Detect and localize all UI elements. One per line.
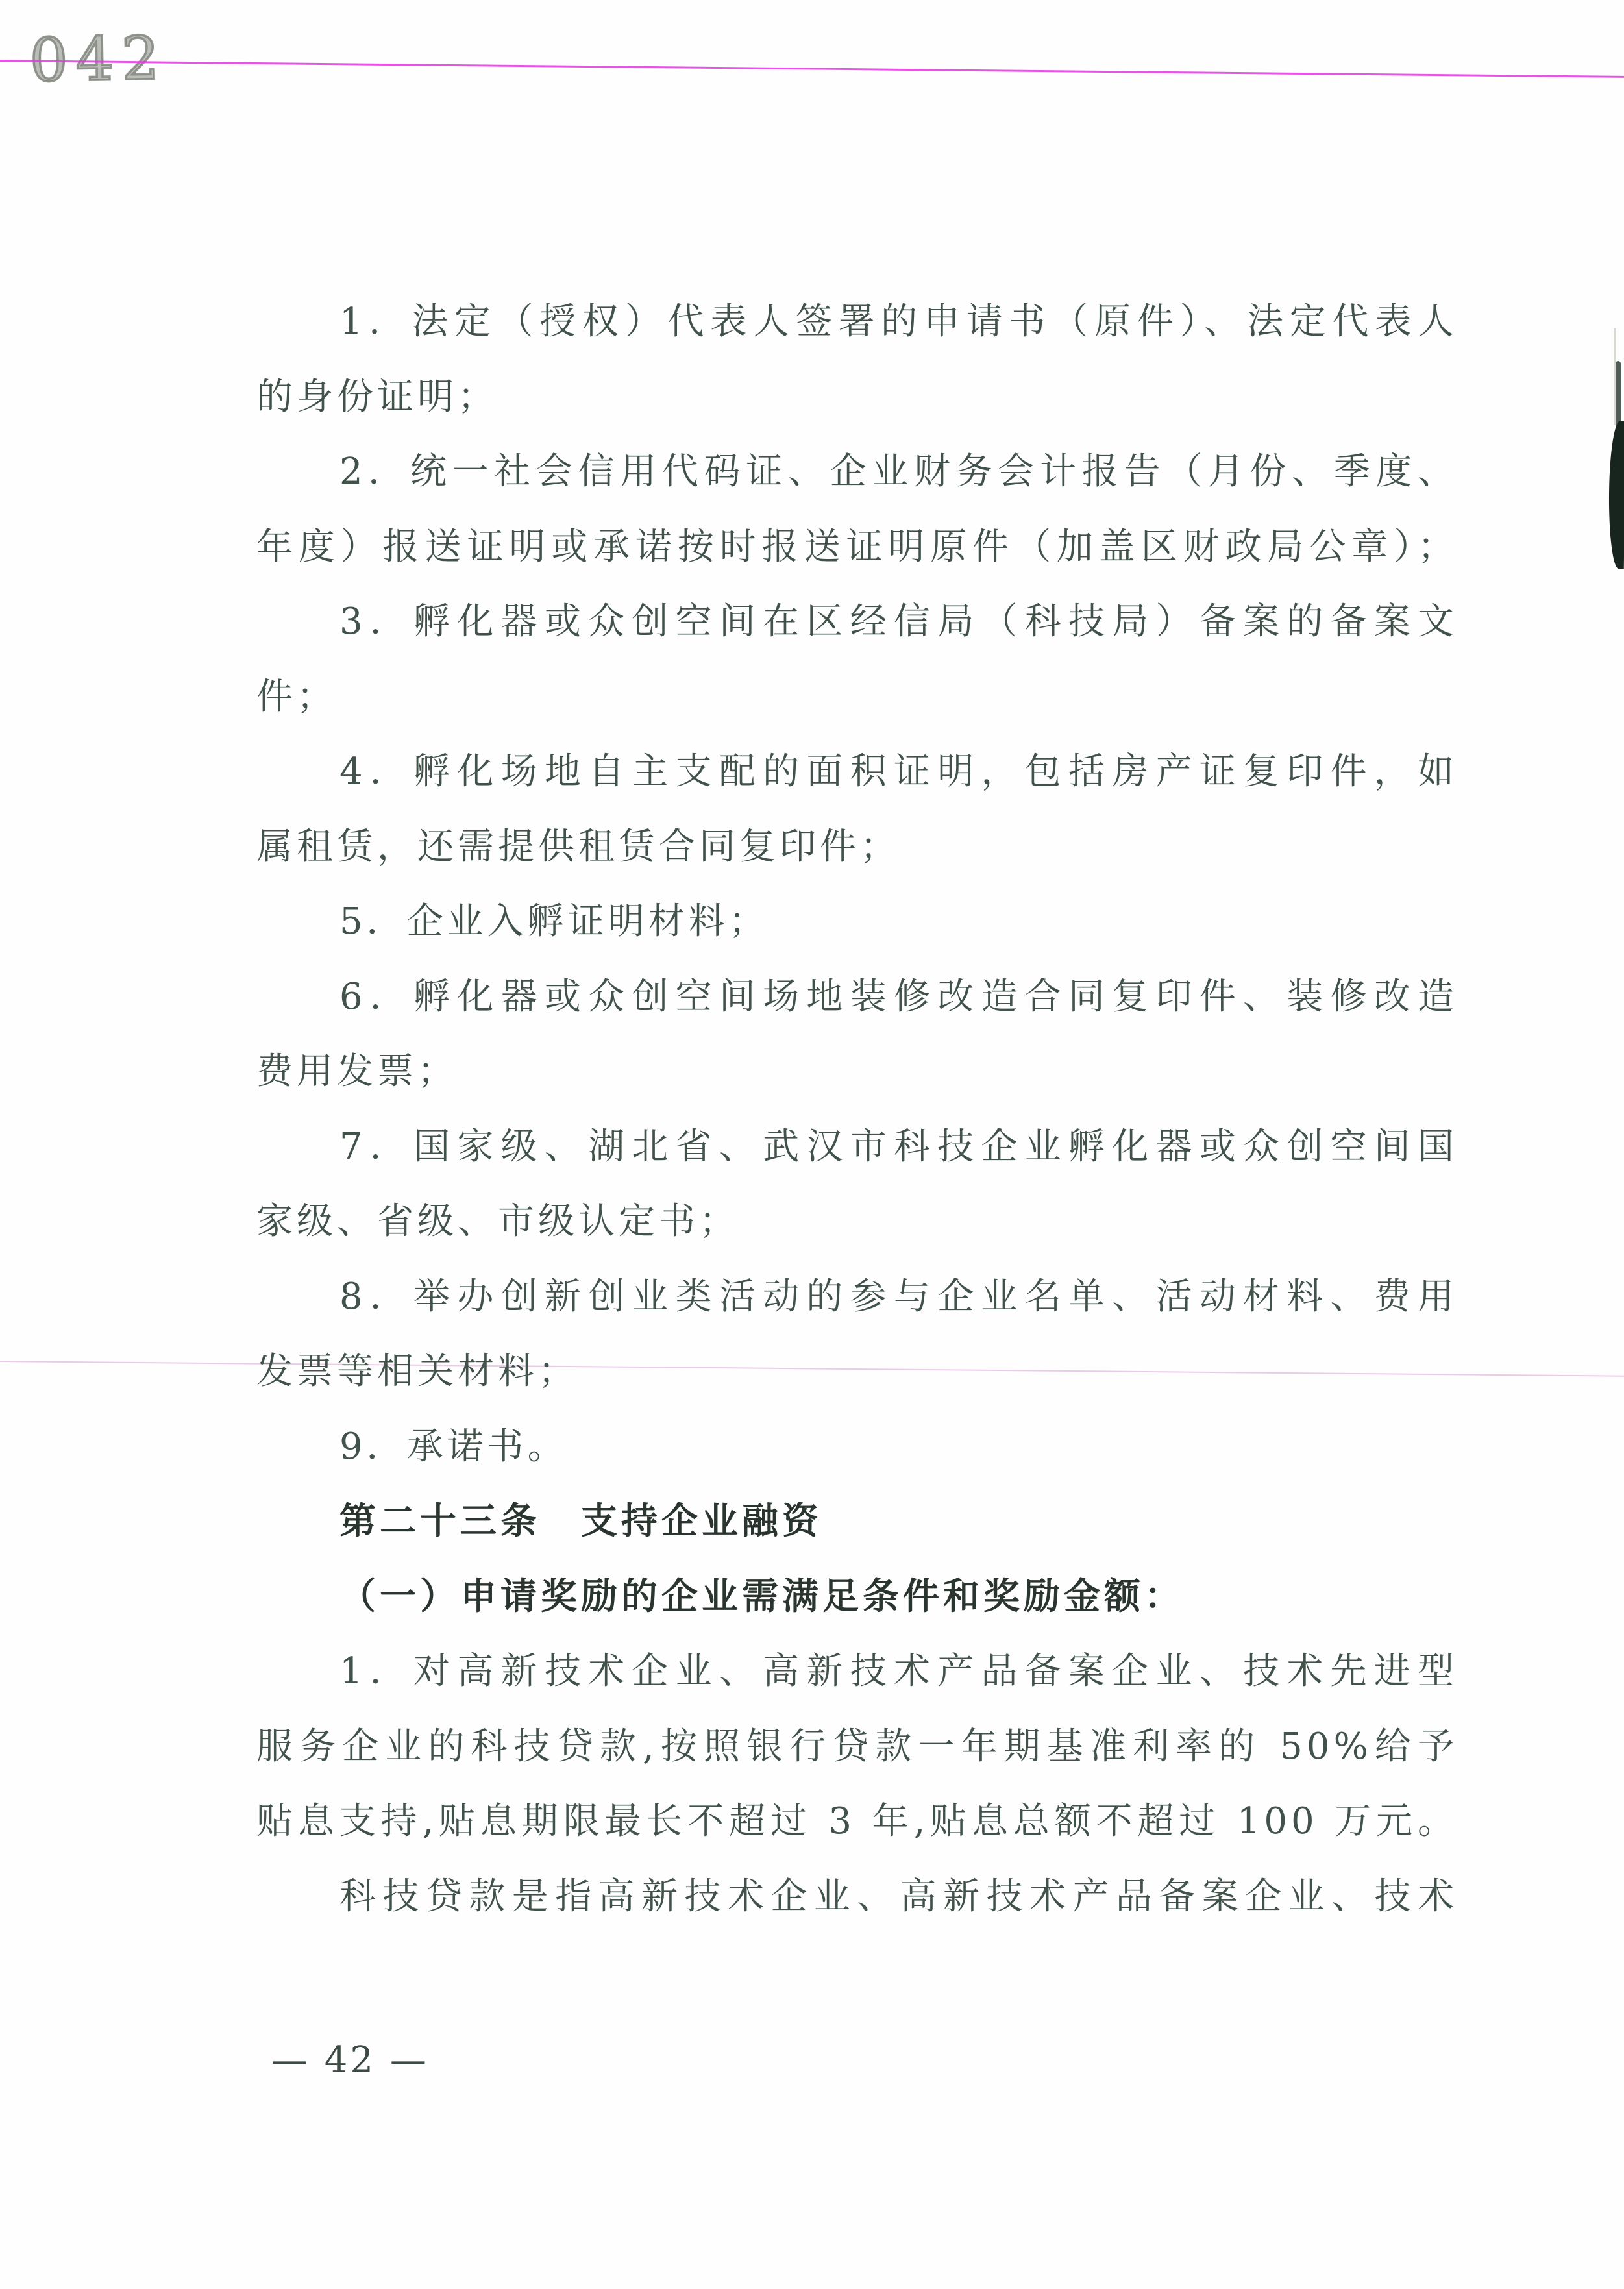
document-line: 服务企业的科技贷款,按照银行贷款一年期基准利率的 50%给予 (256, 1725, 1458, 1768)
document-line: 3．孵化器或众创空间在区经信局（科技局）备案的备案文 (339, 600, 1458, 643)
document-line: 4．孵化场地自主支配的面积证明，包括房产证复印件，如 (339, 750, 1458, 793)
document-line: 6．孵化器或众创空间场地装修改造合同复印件、装修改造 (339, 975, 1458, 1018)
document-line: 8．举办创新创业类活动的参与企业名单、活动材料、费用 (339, 1275, 1458, 1318)
document-line: 科技贷款是指高新技术企业、高新技术产品备案企业、技术 (339, 1875, 1458, 1918)
document-line: 年度）报送证明或承诺按时报送证明原件（加盖区财政局公章）； (256, 525, 1458, 568)
scan-artifact-magenta-line-top (0, 60, 1624, 78)
document-line: 家级、省级、市级认定书； (256, 1200, 739, 1243)
document-line: 属租赁，还需提供租赁合同复印件； (256, 825, 900, 868)
scan-artifact-right-edge (1608, 421, 1624, 569)
document-body (256, 284, 1458, 1934)
document-line: 费用发票； (256, 1050, 458, 1093)
document-line: 贴息支持,贴息期限最长不超过 3 年,贴息总额不超过 100 万元。 (256, 1800, 1458, 1842)
document-line: 1．对高新技术企业、高新技术产品备案企业、技术先进型 (339, 1650, 1458, 1692)
document-line: 9．承诺书。 (339, 1425, 568, 1468)
document-line: 2．统一社会信用代码证、企业财务会计报告（月份、季度、 (339, 451, 1458, 493)
document-line: 5．企业入孵证明材料； (339, 900, 769, 943)
document-heading-item-1: （一）申请奖励的企业需满足条件和奖励金额： (339, 1575, 1185, 1618)
document-line: 发票等相关材料； (256, 1350, 578, 1392)
document-line: 的身份证明； (256, 375, 498, 418)
page-stamp-number: 042 (29, 23, 168, 95)
document-heading-article-23: 第二十三条 支持企业融资 (339, 1500, 822, 1542)
page-number: — 42 — (271, 2039, 429, 2081)
document-line: 1．法定（授权）代表人签署的申请书（原件）、法定代表人 (339, 301, 1458, 343)
document-line: 7．国家级、湖北省、武汉市科技企业孵化器或众创空间国 (339, 1125, 1458, 1168)
document-line: 件； (256, 675, 337, 718)
